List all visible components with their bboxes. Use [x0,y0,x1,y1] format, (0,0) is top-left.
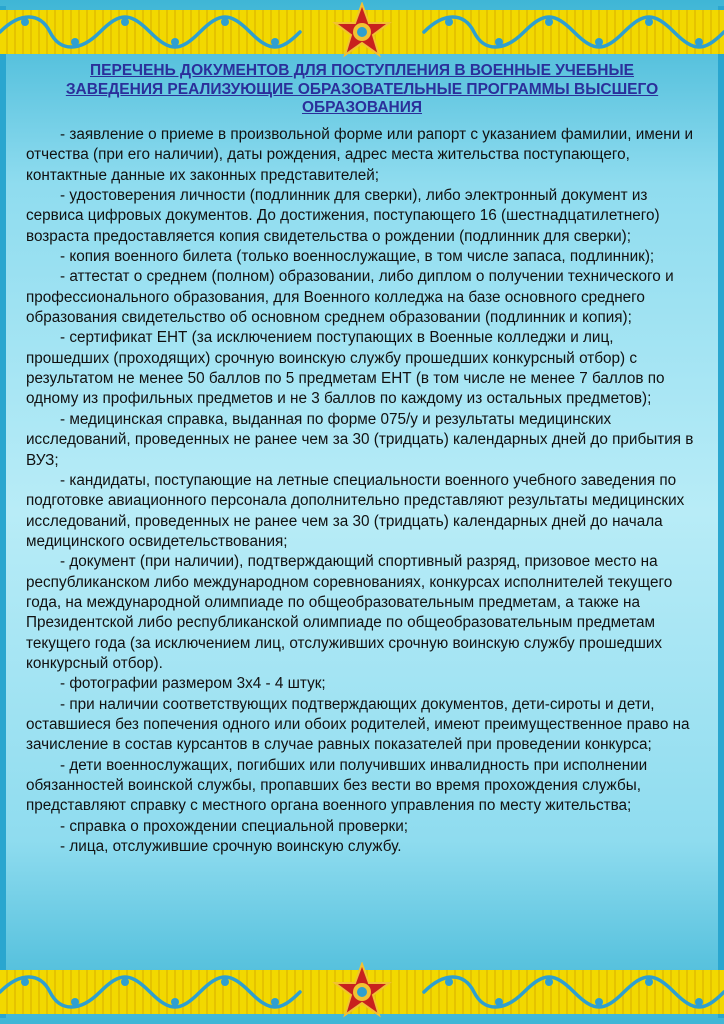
list-item: - кандидаты, поступающие на летные специальности военного учебного заведения по подготовке авиационного персонала дополнительно представляют результаты медицинских исследований, проведенных не ранее чем за 30 (тридцать) календарных дней до начала медицинского освидетельствования; [26,471,685,550]
list-item: - лица, отслужившие срочную воинскую службу. [60,838,402,856]
list-item: - медицинская справка, выданная по форме 075/у и результаты медицинских исследований, проведенных не ранее чем за 30 (тридцать) календарных дней до прибытия в ВУЗ; [26,410,694,469]
list-item: - дети военнослужащих, погибших или получивших инвалидность при исполнении обязанностей воинской службы, пропавших без вести во время прохождения службы, представляют справку с местного органа военного управления по месту жительства; [26,756,648,815]
list-item: - удостоверения личности (подлинник для сверки), либо электронный документ из сервиса цифровых документов. До достижения, поступающего 16 (шестнадцатилетнего) возраста предоставляется копия свидетельства о рождении (подлинник для сверки); [26,187,660,245]
list-item: - при наличии соответствующих подтверждающих документов, дети-сироты и дети, оставшиеся без попечения одного или обоих родителей, имеют преимущественное право на зачисление в состав курсантов в случае равных показателей при проведении конкурса; [26,695,690,754]
page-title: ПЕРЕЧЕНЬ ДОКУМЕНТОВ ДЛЯ ПОСТУПЛЕНИЯ В ВОЕННЫЕ УЧЕБНЫЕ ЗАВЕДЕНИЯ РЕАЛИЗУЮЩИЕ ОБРАЗОВАТЕЛЬНЫЕ ПРОГРАММЫ ВЫСШЕГО ОБРАЗОВАНИЯ [65,62,659,116]
list-item: - копия военного билета (только военнослужащие, в том числе запаса, подлинник); [60,248,655,266]
document-list [26,125,698,857]
list-item: - документ (при наличии), подтверждающий спортивный разряд, призовое место на республиканском либо международном соревнованиях, конкурсах исполнителей текущего года, на международной олимпиаде по общеобразовательным предметам, а также на Президентской либо республиканской олимпиаде по общеобразовательным предметам текущего года (за исключением лиц, отслуживших срочную воинскую службу прошедших конкурсный отбор). [26,553,673,672]
star-emblem-icon [332,2,392,62]
list-item: - фотографии размером 3х4 - 4 штук; [60,675,326,693]
list-item: - заявление о приеме в произвольной форме или рапорт с указанием фамилии, имени и отчества (при его наличии), даты рождения, адрес места жительства поступающего, контактные данные их законных представителей; [26,126,694,184]
list-item: - справка о прохождении специальной проверки; [60,817,409,835]
star-emblem-bottom-icon [332,962,392,1022]
list-item: - аттестат о среднем (полном) образовании, либо диплом о получении технического и профессионального образования, для Военного колледжа на базе основного среднего образования свидетельство об основном среднем образовании (подлинник и копия); [26,268,674,327]
list-item: - сертификат ЕНТ (за исключением поступающих в Военные колледжи и лиц, прошедших (проходящих) срочную воинскую службу прошедших конкурсный отбор) с результатом не менее 50 баллов по 5 предметам ЕНТ (в том числе не менее 7 баллов по одному из профильных предметов и не 3 баллов по каждому из остальных предметов); [26,329,665,408]
